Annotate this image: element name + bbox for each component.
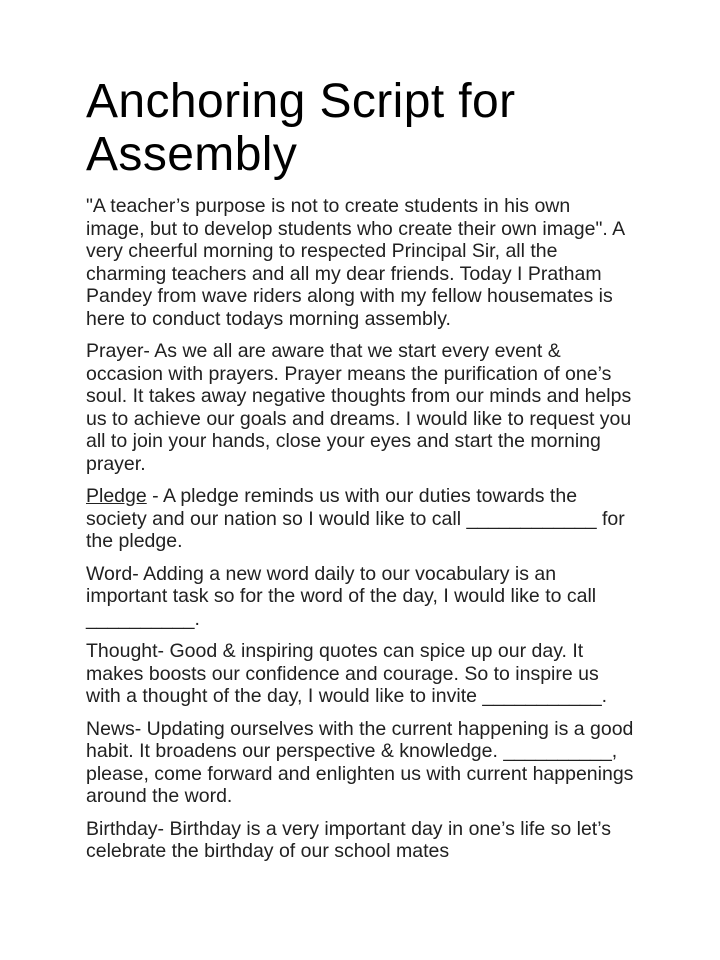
- paragraph-prayer: [86, 340, 634, 475]
- paragraph-lead-underlined: Pledge: [86, 485, 147, 507]
- paragraph-word: [86, 563, 634, 631]
- paragraph-text: Thought- Good & inspiring quotes can spice up our day. It makes boosts our confidence and courage. So to inspire us with a thought of the day, I would like to invite ___________.: [86, 640, 608, 707]
- paragraph-text: News- Updating ourselves with the current happening is a good habit. It broadens our perspective & knowledge. __________, please, come forward and enlighten us with current happenings around the word.: [86, 717, 634, 807]
- document-title: Anchoring Script for Assembly: [86, 75, 516, 181]
- paragraph-text: Word- Adding a new word daily to our vocabulary is an important task so for the word of the day, I would like to call __________.: [86, 562, 597, 630]
- paragraph-text: - A pledge reminds us with our duties towards the society and our nation so I would like to call ____________ for the pledge.: [86, 485, 625, 552]
- paragraph-text: Prayer- As we all are aware that we start every event & occasion with prayers. Prayer means the purification of one’s soul. It takes away negative thoughts from our minds and helps us to achieve our goals and dreams. I would like to request you all to join your hands, close your eyes and start the morning prayer.: [86, 340, 632, 475]
- paragraph-news: [86, 718, 634, 808]
- paragraph-pledge: [86, 485, 634, 553]
- paragraph-text: "A teacher’s purpose is not to create students in his own image, but to develop students who create their own image". A very cheerful morning to respected Principal Sir, all the charming teachers and all my dear friends. Today I Pratham Pandey from wave riders along with my fellow housemates is here to conduct todays morning assembly.: [86, 195, 625, 330]
- paragraph-text: Birthday- Birthday is a very important day in one’s life so let’s celebrate the birthday of our school mates: [86, 817, 611, 862]
- paragraph-intro: [86, 195, 634, 330]
- paragraph-birthday: [86, 818, 634, 863]
- paragraph-thought: [86, 640, 634, 708]
